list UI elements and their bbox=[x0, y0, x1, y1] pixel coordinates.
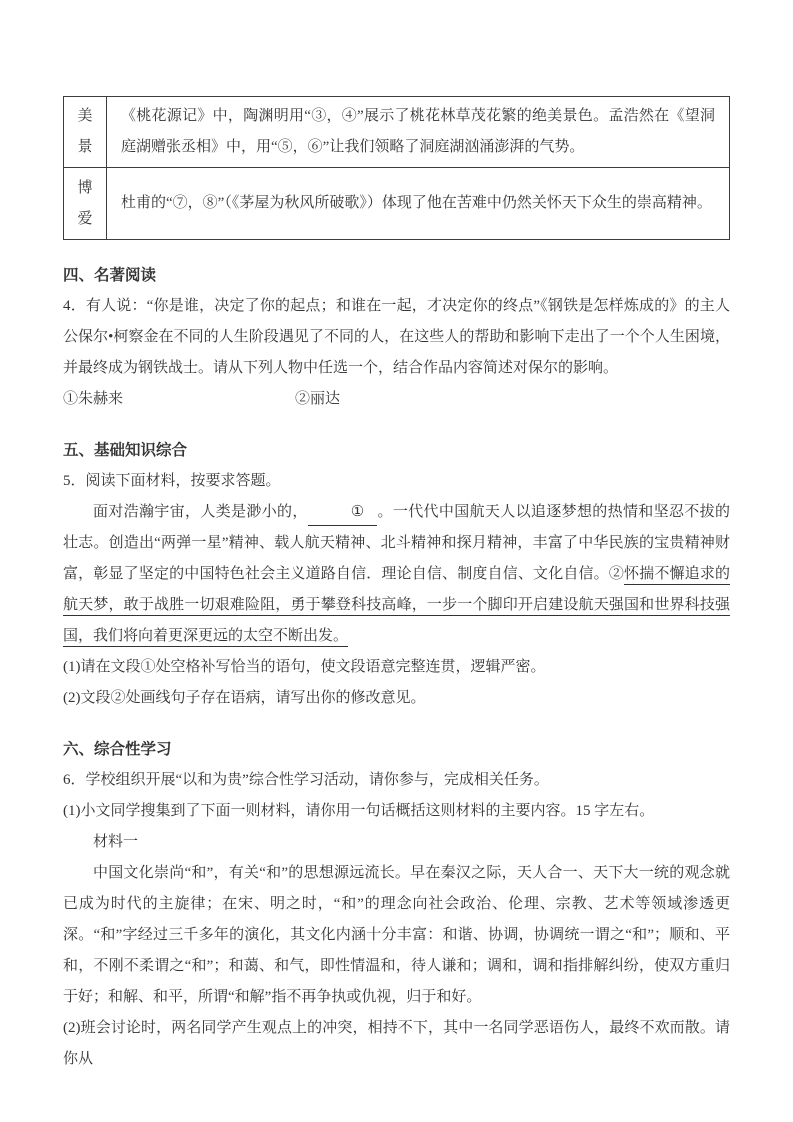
section-heading-famous-works: 四、名著阅读 bbox=[63, 267, 157, 284]
fill-in-blank-1: ① bbox=[308, 499, 377, 526]
option-zhuhelai: ①朱赫来 bbox=[63, 391, 124, 407]
question-6-intro: 6．学校组织开展“以和为贵”综合性学习活动，请你参与，完成相关任务。 bbox=[63, 772, 549, 788]
question-5-sub2: (2)文段②处画线句子存在语病，请写出你的修改意见。 bbox=[63, 690, 426, 706]
row-label-meijing: 美景 bbox=[64, 97, 107, 168]
question-5-intro: 5．阅读下面材料，按要求答题。 bbox=[63, 473, 281, 489]
row-content-meijing: 《桃花源记》中，陶渊明用“③，④”展示了桃花林草茂花繁的绝美景色。孟浩然在《望洞庭湖赠张丞相》中，用“⑤，⑥”让我们领略了洞庭湖汹涌澎湃的气势。 bbox=[107, 97, 730, 168]
material-one-label: 材料一 bbox=[93, 834, 139, 850]
question-4-text: 4．有人说：“你是谁，决定了你的起点；和谁在一起，才决定你的终点”《钢铁是怎样炼成的》的主人公保尔•柯察金在不同的人生阶段遇见了不同的人，在这些人的帮助和影响下走出了一个个人生困境，并最终成为钢铁战士。请从下列人物中任选一个，结合作品内容简述对保尔的影响。 bbox=[63, 298, 730, 376]
passage-after-blank: 。一代代中国航天人以追逐梦想的热情和坚忍不拔的壮志。创造出“两弹一星”精神、载人航天精神、北斗精神和探月精神，丰富了中华民族的宝贵精神财富，彰显了坚定的中国特色社会主义道路自信．理论自信、制度自信、文化自信。② bbox=[63, 504, 730, 582]
poem-summary-table bbox=[63, 96, 730, 240]
question-5-sub1: (1)请在文段①处空格补写恰当的语句，使文段语意完整连贯，逻辑严密。 bbox=[63, 659, 546, 675]
table-row bbox=[64, 97, 730, 168]
option-lida: ②丽达 bbox=[295, 391, 341, 407]
question-6-sub2: (2)班会讨论时，两名同学产生观点上的冲突，相持不下，其中一名同学恶语伤人，最终不欢而散。请你从 bbox=[63, 1020, 730, 1067]
question-5-passage bbox=[63, 497, 730, 652]
section-heading-basic-knowledge: 五、基础知识综合 bbox=[63, 442, 188, 459]
underlined-sentence: 怀揣不懈追求的航天梦，敢于战胜一切艰难险阻，勇于攀登科技高峰，一步一个脚印开启建设航天强国和世界科技强国，我们将向着更深更远的太空不断出发。 bbox=[63, 566, 730, 644]
passage-before-blank: 面对浩瀚宇宙，人类是渺小的， bbox=[93, 504, 308, 520]
row-label-boai: 博爱 bbox=[64, 168, 107, 240]
material-one-text: 中国文化崇尚“和”，有关“和”的思想源远流长。早在秦汉之际，天人合一、天下大一统的观念就已成为时代的主旋律；在宋、明之时，“和”的理念向社会政治、伦理、宗教、艺术等领域渗透更深。“和”字经过三千多年的演化，其文化内涵十分丰富：和谐、协调，协调统一谓之“和”；顺和、平和，不刚不柔谓之“和”；和蔼、和气，即性情温和，待人谦和；调和，调和指排解纠纷，使双方重归于好；和解、和平，所谓“和解”指不再争执或仇视，归于和好。 bbox=[63, 865, 730, 1005]
section-heading-comprehensive-learning: 六、综合性学习 bbox=[63, 741, 172, 758]
row-content-boai: 杜甫的“⑦，⑧”（《茅屋为秋风所破歌》）体现了他在苦难中仍然关怀天下众生的崇高精神。 bbox=[107, 168, 730, 240]
question-4-options bbox=[63, 384, 730, 415]
question-6-sub1: (1)小文同学搜集到了下面一则材料，请你用一句话概括这则材料的主要内容。15 字左右。 bbox=[63, 803, 655, 819]
table-row bbox=[64, 168, 730, 240]
